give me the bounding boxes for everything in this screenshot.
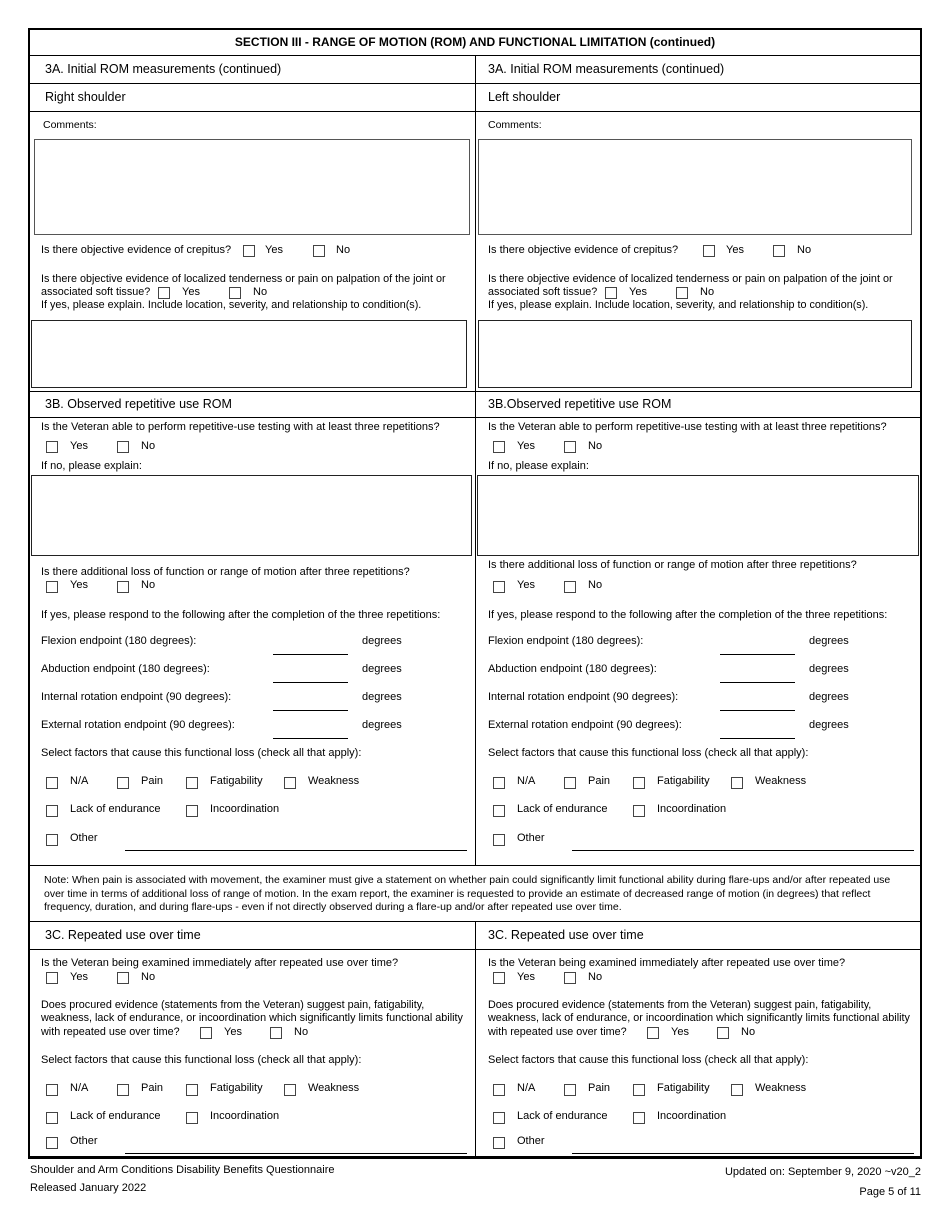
left-repetition-textbox[interactable] [31, 475, 472, 556]
left-flexion-input[interactable] [273, 654, 348, 655]
left-lack-endurance-checkbox[interactable] [46, 805, 58, 817]
right-repetition-no-checkbox[interactable] [564, 441, 576, 453]
left-crepitus-yes-label: Yes [265, 244, 283, 256]
left-crepitus-yes-checkbox[interactable] [243, 245, 255, 257]
right-external-unit: degrees [809, 719, 849, 731]
right-procured-yes-label: Yes [671, 1026, 689, 1038]
left-tenderness-yes-checkbox[interactable] [158, 287, 170, 299]
left-if-no-explain: If no, please explain: [41, 460, 142, 472]
left-3c-fatigability-checkbox[interactable] [186, 1084, 198, 1096]
left-crepitus-question: Is there objective evidence of crepitus? [41, 244, 232, 256]
right-abduction-label: Abduction endpoint (180 degrees): [488, 663, 657, 675]
right-pain-label: Pain [588, 775, 611, 787]
left-other-checkbox[interactable] [46, 834, 58, 846]
left-immediate-question: Is the Veteran being examined immediately after repeated use over time? [41, 957, 399, 969]
right-3c-pain-label: Pain [588, 1082, 611, 1094]
left-3c-pain-label: Pain [141, 1082, 164, 1094]
right-repetition-no-label: No [588, 440, 603, 452]
footer-released: Released January 2022 [30, 1182, 147, 1194]
left-weakness-label: Weakness [308, 775, 360, 787]
left-joint-label: Right shoulder [45, 90, 126, 104]
left-lack-endurance-label: Lack of endurance [70, 803, 161, 815]
right-3a-header: 3A. Initial ROM measurements (continued) [488, 62, 725, 76]
right-3c-other-label: Other [517, 1135, 545, 1147]
left-3a-header: 3A. Initial ROM measurements (continued) [45, 62, 282, 76]
right-comments-label: Comments: [488, 119, 542, 131]
left-loss-no-checkbox[interactable] [117, 581, 129, 593]
left-internal-input[interactable] [273, 710, 348, 711]
note-text: Note: When pain is associated with movement, the examiner must give a statement on whether pain could significantly limit functional ability during flare-ups and/or after repeated use over time in terms of additional loss of range of motion. In the exam report, the examiner is requested to provide an estimate of decreased range of motion (in degrees) that reflect frequency, duration, and during flare-ups - even if not directly observed during a flare-up and/or after repeated use over time. [44, 874, 891, 913]
left-pain-label: Pain [141, 775, 164, 787]
left-fatigability-label: Fatigability [210, 775, 263, 787]
left-comments-textbox[interactable] [34, 139, 470, 235]
column-divider [475, 921, 476, 1158]
left-comments-label: Comments: [43, 119, 97, 131]
right-3c-na-label: N/A [517, 1082, 536, 1094]
left-tenderness-no-label: No [253, 286, 268, 298]
left-external-input[interactable] [273, 738, 348, 739]
right-flexion-label: Flexion endpoint (180 degrees): [488, 635, 644, 647]
left-fatigability-checkbox[interactable] [186, 777, 198, 789]
right-repetition-question: Is the Veteran able to perform repetitive-use testing with at least three repetitions? [488, 421, 887, 433]
right-loss-yes-label: Yes [517, 579, 535, 591]
right-tenderness-no-checkbox[interactable] [676, 287, 688, 299]
right-3c-fatigability-checkbox[interactable] [633, 1084, 645, 1096]
right-procured-question-2: weakness, lack of endurance, or incoordination which significantly limits functional ability [488, 1012, 910, 1024]
left-abduction-unit: degrees [362, 663, 402, 675]
left-abduction-input[interactable] [273, 682, 348, 683]
right-3c-weakness-label: Weakness [755, 1082, 807, 1094]
left-repetition-yes-label: Yes [70, 440, 88, 452]
right-crepitus-yes-label: Yes [726, 244, 744, 256]
left-pain-checkbox[interactable] [117, 777, 129, 789]
right-lack-endurance-checkbox[interactable] [493, 805, 505, 817]
left-other-label: Other [70, 832, 98, 844]
left-procured-question-3: with repeated use over time? [41, 1026, 180, 1038]
right-repetition-textbox[interactable] [477, 475, 919, 556]
column-divider [475, 55, 476, 865]
right-na-checkbox[interactable] [493, 777, 505, 789]
left-tenderness-question: Is there objective evidence of localized tenderness or pain on palpation of the joint or [41, 273, 446, 285]
right-internal-input[interactable] [720, 710, 795, 711]
left-tenderness-yes-label: Yes [182, 286, 200, 298]
right-3c-pain-checkbox[interactable] [564, 1084, 576, 1096]
left-external-unit: degrees [362, 719, 402, 731]
right-loss-question: Is there additional loss of function or range of motion after three repetitions? [488, 559, 857, 571]
left-other-input[interactable] [125, 850, 467, 851]
right-tenderness-question: Is there objective evidence of localized tenderness or pain on palpation of the joint or [488, 273, 893, 285]
right-tenderness-question-2: associated soft tissue? [488, 286, 598, 298]
right-tenderness-yes-checkbox[interactable] [605, 287, 617, 299]
right-3c-lack-endurance-label: Lack of endurance [517, 1110, 608, 1122]
right-internal-label: Internal rotation endpoint (90 degrees): [488, 691, 679, 703]
right-fatigability-label: Fatigability [657, 775, 710, 787]
right-crepitus-question: Is there objective evidence of crepitus? [488, 244, 679, 256]
left-abduction-label: Abduction endpoint (180 degrees): [41, 663, 210, 675]
right-3c-other-checkbox[interactable] [493, 1137, 505, 1149]
right-external-label: External rotation endpoint (90 degrees): [488, 719, 682, 731]
right-repetition-yes-label: Yes [517, 440, 535, 452]
right-procured-question-3: with repeated use over time? [488, 1026, 627, 1038]
left-3c-weakness-label: Weakness [308, 1082, 360, 1094]
left-3c-other-checkbox[interactable] [46, 1137, 58, 1149]
left-respond-text: If yes, please respond to the following after the completion of the three repetitions: [41, 609, 441, 621]
right-external-input[interactable] [720, 738, 795, 739]
right-3c-incoordination-checkbox[interactable] [633, 1112, 645, 1124]
right-comments-textbox[interactable] [478, 139, 912, 235]
left-procured-question-2: weakness, lack of endurance, or incoordination which significantly limits functional ability [41, 1012, 463, 1024]
right-flexion-input[interactable] [720, 654, 795, 655]
right-flexion-unit: degrees [809, 635, 849, 647]
left-repetition-yes-checkbox[interactable] [46, 441, 58, 453]
right-immediate-no-checkbox[interactable] [564, 972, 576, 984]
left-repetition-question: Is the Veteran able to perform repetitive-use testing with at least three repetitions? [41, 421, 440, 433]
left-repetition-no-label: No [141, 440, 156, 452]
right-loss-yes-checkbox[interactable] [493, 581, 505, 593]
left-immediate-no-label: No [141, 971, 156, 983]
right-internal-unit: degrees [809, 691, 849, 703]
right-crepitus-no-checkbox[interactable] [773, 245, 785, 257]
right-immediate-yes-checkbox[interactable] [493, 972, 505, 984]
left-procured-yes-label: Yes [224, 1026, 242, 1038]
left-3c-incoordination-label: Incoordination [210, 1110, 280, 1122]
left-tenderness-no-checkbox[interactable] [229, 287, 241, 299]
right-procured-yes-checkbox[interactable] [647, 1027, 659, 1039]
right-tenderness-no-label: No [700, 286, 715, 298]
right-other-label: Other [517, 832, 545, 844]
left-procured-yes-checkbox[interactable] [200, 1027, 212, 1039]
right-3c-incoordination-label: Incoordination [657, 1110, 727, 1122]
right-loss-no-label: No [588, 579, 603, 591]
left-3b-header: 3B. Observed repetitive use ROM [45, 397, 232, 411]
left-tenderness-explain: If yes, please explain. Include location, severity, and relationship to condition(s). [41, 299, 422, 311]
left-external-label: External rotation endpoint (90 degrees): [41, 719, 235, 731]
right-abduction-input[interactable] [720, 682, 795, 683]
left-3c-pain-checkbox[interactable] [117, 1084, 129, 1096]
right-weakness-label: Weakness [755, 775, 807, 787]
right-tenderness-yes-label: Yes [629, 286, 647, 298]
left-3c-na-checkbox[interactable] [46, 1084, 58, 1096]
left-3c-other-input[interactable] [125, 1153, 467, 1154]
left-loss-question: Is there additional loss of function or range of motion after three repetitions? [41, 566, 410, 578]
right-repetition-yes-checkbox[interactable] [493, 441, 505, 453]
right-other-checkbox[interactable] [493, 834, 505, 846]
left-3c-incoordination-checkbox[interactable] [186, 1112, 198, 1124]
left-loss-yes-label: Yes [70, 579, 88, 591]
left-crepitus-no-checkbox[interactable] [313, 245, 325, 257]
left-factors-label: Select factors that cause this functional loss (check all that apply): [41, 747, 362, 759]
right-crepitus-no-label: No [797, 244, 812, 256]
right-3c-other-input[interactable] [572, 1153, 914, 1154]
right-fatigability-checkbox[interactable] [633, 777, 645, 789]
left-flexion-label: Flexion endpoint (180 degrees): [41, 635, 197, 647]
left-weakness-checkbox[interactable] [284, 777, 296, 789]
left-internal-unit: degrees [362, 691, 402, 703]
right-3c-header: 3C. Repeated use over time [488, 928, 644, 942]
right-crepitus-yes-checkbox[interactable] [703, 245, 715, 257]
left-repetition-no-checkbox[interactable] [117, 441, 129, 453]
right-pain-checkbox[interactable] [564, 777, 576, 789]
left-procured-no-checkbox[interactable] [270, 1027, 282, 1039]
right-3c-lack-endurance-checkbox[interactable] [493, 1112, 505, 1124]
right-immediate-no-label: No [588, 971, 603, 983]
left-flexion-unit: degrees [362, 635, 402, 647]
right-procured-no-checkbox[interactable] [717, 1027, 729, 1039]
footer-form-name: Shoulder and Arm Conditions Disability Benefits Questionnaire [30, 1164, 335, 1176]
left-procured-no-label: No [294, 1026, 309, 1038]
right-loss-no-checkbox[interactable] [564, 581, 576, 593]
right-3b-header: 3B.Observed repetitive use ROM [488, 397, 672, 411]
left-3c-header: 3C. Repeated use over time [45, 928, 201, 942]
right-3c-fatigability-label: Fatigability [657, 1082, 710, 1094]
left-tenderness-question-2: associated soft tissue? [41, 286, 151, 298]
right-abduction-unit: degrees [809, 663, 849, 675]
right-incoordination-label: Incoordination [657, 803, 727, 815]
left-na-checkbox[interactable] [46, 777, 58, 789]
right-procured-no-label: No [741, 1026, 756, 1038]
left-tenderness-textbox[interactable] [31, 320, 467, 388]
right-joint-label: Left shoulder [488, 90, 561, 104]
left-3c-weakness-checkbox[interactable] [284, 1084, 296, 1096]
right-lack-endurance-label: Lack of endurance [517, 803, 608, 815]
left-internal-label: Internal rotation endpoint (90 degrees): [41, 691, 232, 703]
footer-updated: Updated on: September 9, 2020 ~v20_2 [724, 1166, 921, 1178]
footer-page-number: Page 5 of 11 [859, 1186, 921, 1198]
right-other-input[interactable] [572, 850, 914, 851]
left-3c-fatigability-label: Fatigability [210, 1082, 263, 1094]
left-3c-lack-endurance-label: Lack of endurance [70, 1110, 161, 1122]
left-immediate-no-checkbox[interactable] [117, 972, 129, 984]
left-crepitus-no-label: No [336, 244, 351, 256]
left-procured-question-1: Does procured evidence (statements from the Veteran) suggest pain, fatigability, [41, 999, 425, 1011]
left-3c-na-label: N/A [70, 1082, 89, 1094]
divider [29, 865, 921, 866]
right-weakness-checkbox[interactable] [731, 777, 743, 789]
right-incoordination-checkbox[interactable] [633, 805, 645, 817]
section-title: SECTION III - RANGE OF MOTION (ROM) AND FUNCTIONAL LIMITATION (continued) [234, 35, 716, 49]
right-3c-weakness-checkbox[interactable] [731, 1084, 743, 1096]
right-3c-na-checkbox[interactable] [493, 1084, 505, 1096]
left-immediate-yes-label: Yes [70, 971, 88, 983]
right-immediate-yes-label: Yes [517, 971, 535, 983]
left-na-label: N/A [70, 775, 89, 787]
right-na-label: N/A [517, 775, 536, 787]
left-incoordination-label: Incoordination [210, 803, 280, 815]
left-3c-factors-label: Select factors that cause this functional loss (check all that apply): [41, 1054, 362, 1066]
left-incoordination-checkbox[interactable] [186, 805, 198, 817]
left-3c-lack-endurance-checkbox[interactable] [46, 1112, 58, 1124]
right-respond-text: If yes, please respond to the following after the completion of the three repetitions: [488, 609, 888, 621]
right-tenderness-textbox[interactable] [478, 320, 912, 388]
right-immediate-question: Is the Veteran being examined immediately after repeated use over time? [488, 957, 846, 969]
left-immediate-yes-checkbox[interactable] [46, 972, 58, 984]
left-loss-no-label: No [141, 579, 156, 591]
right-if-no-explain: If no, please explain: [488, 460, 589, 472]
left-3c-other-label: Other [70, 1135, 98, 1147]
right-procured-question-1: Does procured evidence (statements from the Veteran) suggest pain, fatigability, [488, 999, 872, 1011]
left-loss-yes-checkbox[interactable] [46, 581, 58, 593]
right-factors-label: Select factors that cause this functional loss (check all that apply): [488, 747, 809, 759]
right-3c-factors-label: Select factors that cause this functional loss (check all that apply): [488, 1054, 809, 1066]
right-tenderness-explain: If yes, please explain. Include location, severity, and relationship to condition(s). [488, 299, 869, 311]
